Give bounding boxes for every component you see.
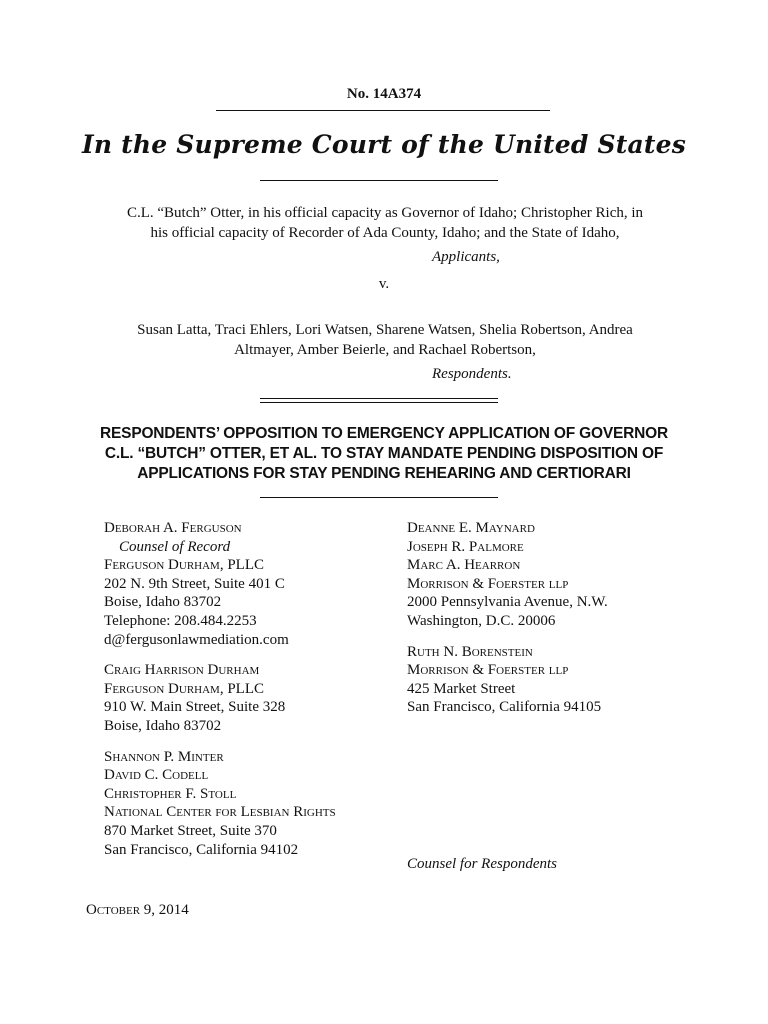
respondents-line-2: Altmayer, Amber Beierle, and Rachael Robertson, xyxy=(234,342,536,358)
address-line: San Francisco, California 94102 xyxy=(104,841,299,858)
address-line: 910 W. Main Street, Suite 328 xyxy=(104,699,286,716)
address-line: 870 Market Street, Suite 370 xyxy=(104,822,277,839)
telephone: Telephone: 208.484.2253 xyxy=(104,612,257,629)
address-line: 425 Market Street xyxy=(407,680,516,697)
email: d@fergusonlawmediation.com xyxy=(104,631,289,648)
counsel-name: Shannon P. Minter xyxy=(104,748,224,765)
right-counsel-column xyxy=(407,519,608,717)
filing-date: October 9, 2014 xyxy=(86,902,189,918)
firm-name: Morrison & Foerster llp xyxy=(407,662,569,679)
address-line: 2000 Pennsylvania Avenue, N.W. xyxy=(407,594,608,611)
heading-line-1: RESPONDENTS’ OPPOSITION TO EMERGENCY APPLICATION OF GOVERNOR xyxy=(100,425,668,442)
counsel-name: Christopher F. Stoll xyxy=(104,785,237,802)
counsel-name: Deborah A. Ferguson xyxy=(104,520,242,536)
firm-name: Morrison & Foerster llp xyxy=(407,575,569,592)
firm-name: Ferguson Durham, PLLC xyxy=(104,680,264,697)
title-rule xyxy=(260,180,498,181)
heading-line-2: C.L. “BUTCH” OTTER, ET AL. TO STAY MANDATE PENDING DISPOSITION OF xyxy=(104,445,664,462)
counsel-name: Joseph R. Palmore xyxy=(407,538,524,555)
respondents-line-1: Susan Latta, Traci Ehlers, Lori Watsen, Sharene Watsen, Shelia Robertson, Andrea xyxy=(137,322,633,338)
address-line: Washington, D.C. 20006 xyxy=(407,612,556,629)
address-line: Boise, Idaho 83702 xyxy=(104,717,222,734)
heading-rule xyxy=(260,497,498,498)
counsel-for-respondents: Counsel for Respondents xyxy=(407,856,557,872)
counsel-name: Ruth N. Borenstein xyxy=(407,643,533,660)
address-line: 202 N. 9th Street, Suite 401 C xyxy=(104,575,285,592)
firm-name: National Center for Lesbian Rights xyxy=(104,804,336,821)
address-line: San Francisco, California 94105 xyxy=(407,699,602,716)
counsel-name: Craig Harrison Durham xyxy=(104,662,260,679)
counsel-name: Deanne E. Maynard xyxy=(407,520,535,536)
applicants-line-1: C.L. “Butch” Otter, in his official capacity as Governor of Idaho; Christopher Rich, in xyxy=(126,205,644,221)
court-title: In the Supreme Court of the United States xyxy=(81,130,687,159)
applicants-line-2: his official capacity of Recorder of Ada County, Idaho; and the State of Idaho, xyxy=(150,225,620,241)
applicants-role: Applicants, xyxy=(432,249,500,265)
counsel-name: David C. Codell xyxy=(104,767,209,784)
document-heading xyxy=(60,424,708,484)
versus: v. xyxy=(378,276,390,292)
left-counsel-column xyxy=(104,519,336,859)
caption-double-rule xyxy=(260,398,498,403)
firm-name: Ferguson Durham, PLLC xyxy=(104,557,264,574)
respondents-role: Respondents. xyxy=(432,366,512,382)
docket-rule xyxy=(216,110,550,111)
counsel-of-record: Counsel of Record xyxy=(119,538,231,555)
respondents-block xyxy=(80,320,690,360)
counsel-name: Marc A. Hearron xyxy=(407,557,521,574)
applicants-block xyxy=(80,203,690,243)
docket-number: No. 14A374 xyxy=(346,86,422,102)
heading-line-3: APPLICATIONS FOR STAY PENDING REHEARING AND CERTIORARI xyxy=(137,465,631,482)
address-line: Boise, Idaho 83702 xyxy=(104,594,222,611)
